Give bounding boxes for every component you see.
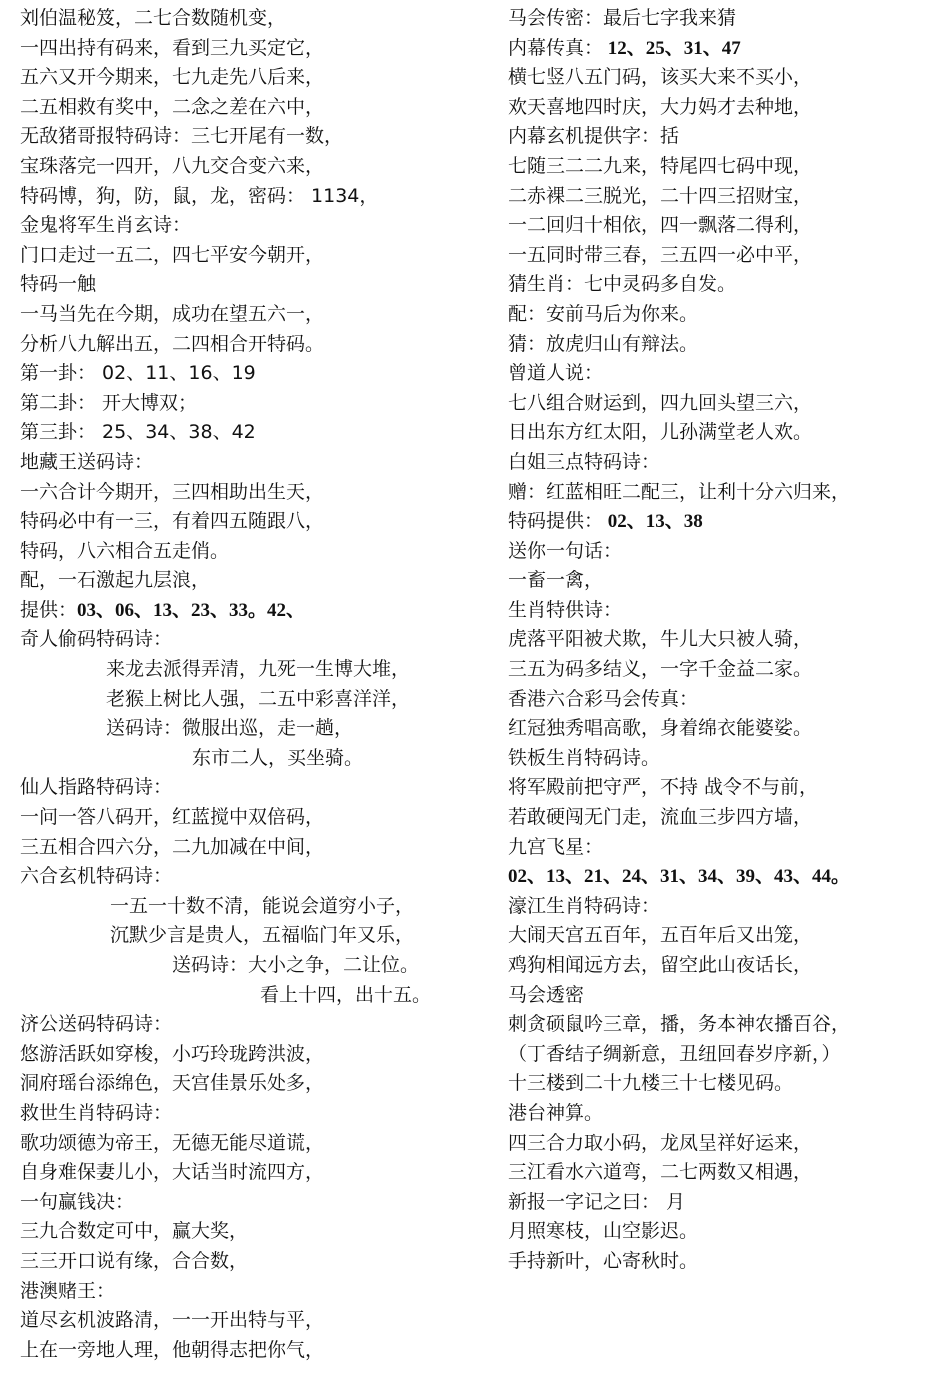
line-bold-numbers: 03、06、13、23、33。42、: [77, 599, 306, 621]
line-text: 手持新叶，心寄秋时。: [508, 1249, 699, 1272]
text-line: [20, 4, 490, 34]
line-text: 一畜一禽，: [508, 569, 604, 592]
text-line: [508, 803, 933, 833]
line-text: 七八组合财运到，四九回头望三六，: [508, 391, 813, 414]
line-text: 鸡狗相闻远方去，留空此山夜话长，: [508, 954, 813, 976]
line-text: 无敌猪哥报特码诗：三七开尾有一数，: [20, 125, 344, 148]
text-line: [508, 1040, 933, 1070]
line-text: 一四出持有码来，看到三九买定它，: [20, 36, 325, 59]
line-text: 特码，八六相合五走俏。: [20, 539, 230, 562]
text-line: [20, 63, 490, 93]
text-line: [20, 478, 490, 508]
text-line: [508, 655, 933, 685]
line-text: （丁香结子绸新意，丑纽回春岁序新，）: [508, 1042, 841, 1065]
text-line: [508, 685, 933, 715]
line-text: 二五相救有奖中，二念之差在六中，: [20, 95, 325, 118]
text-line: [508, 507, 933, 537]
line-text: 虎落平阳被犬欺，牛儿大只被人骑，: [508, 628, 813, 651]
text-line: [20, 1336, 490, 1366]
text-line: [20, 1010, 490, 1040]
text-line: [20, 921, 490, 951]
text-line: [508, 1188, 933, 1218]
line-text: 特码必中有一三，有着四五随跟八，: [20, 510, 325, 533]
line-text: 港台神算。: [508, 1101, 604, 1124]
text-line: [20, 803, 490, 833]
text-line: [20, 1069, 490, 1099]
line-text: 猜生肖：七中灵码多自发。: [508, 273, 737, 296]
line-text: 赠：红蓝相旺二配三，让利十分六归来，: [508, 480, 851, 503]
text-line: [20, 892, 490, 922]
line-text: 将军殿前把守严，不持 战令不与前，: [508, 776, 819, 799]
text-line: [20, 211, 490, 241]
text-line: [20, 1129, 490, 1159]
line-text: 若敢硬闯无门走，流血三步四方墙，: [508, 806, 813, 829]
text-line: [20, 389, 490, 419]
line-text: 欢天喜地四时庆，大力妈才去种地，: [508, 95, 813, 118]
line-text: 大闹天宫五百年，五百年后又出笼，: [508, 924, 813, 947]
text-line: [20, 241, 490, 271]
text-line: [508, 773, 933, 803]
text-line: [20, 330, 490, 360]
text-line: [508, 448, 933, 478]
text-line: [20, 655, 490, 685]
text-line: [508, 359, 933, 389]
text-line: [508, 330, 933, 360]
line-text: 内幕玄机提供字：括: [508, 125, 680, 148]
line-text: 日出东方红太阳，儿孙满堂老人欢。: [508, 421, 813, 444]
text-line: [508, 892, 933, 922]
line-text: 五六又开今期来，七九走先八后来，: [20, 66, 325, 89]
text-line: [20, 1277, 490, 1307]
line-text: 刘伯温秘笈，二七合数随机变，: [20, 7, 287, 29]
text-line: [20, 182, 490, 212]
line-bold-numbers: 02、13、21、24、31、34、39、43、44。: [508, 866, 851, 888]
line-text: 十三楼到二十九楼三十七楼见码。: [508, 1072, 794, 1095]
text-line: [508, 833, 933, 863]
line-text: 来龙去派得弄清，九死一生博大堆，: [106, 658, 411, 681]
line-text: 三五为码多结义，一字千金益二家。: [508, 658, 813, 681]
text-line: [20, 1306, 490, 1336]
line-text: 第三卦： 25、34、38、42: [20, 421, 256, 444]
line-text: 道尽玄机波路清，一一开出特与平，: [20, 1309, 325, 1332]
line-text: 老猴上树比人强，二五中彩喜洋洋，: [106, 687, 411, 710]
text-line: [508, 1010, 933, 1040]
text-line: [20, 1217, 490, 1247]
line-text: 一马当先在今期，成功在望五六一，: [20, 302, 325, 325]
line-text: 一二回归十相依，四一飘落二得利，: [508, 214, 813, 237]
line-bold-numbers: 02、13、38: [603, 511, 703, 533]
text-line: [508, 1129, 933, 1159]
line-text: 特码一触: [20, 273, 97, 296]
line-text: 马会传密：最后七字我来猜: [508, 7, 737, 29]
text-line: [508, 182, 933, 212]
line-text: 曾道人说：: [508, 362, 604, 385]
right-text-column: [508, 4, 933, 1277]
text-line: [20, 300, 490, 330]
line-text: 新报一字记之曰： 月: [508, 1190, 686, 1213]
line-text: 送码诗：微服出巡，走一趟，: [106, 717, 354, 740]
line-text: 港澳赌王：: [20, 1279, 116, 1302]
text-line: [508, 596, 933, 626]
text-line: [20, 122, 490, 152]
line-text: 二赤裸二三脱光，二十四三招财宝，: [508, 184, 813, 207]
line-text: 横七竖八五门码，该买大来不买小，: [508, 66, 813, 89]
line-text: 特码博，狗，防，鼠，龙，密码： 1134，: [20, 184, 379, 207]
line-text: 第一卦： 02、11、16、19: [20, 362, 256, 385]
text-line: [20, 625, 490, 655]
text-line: [20, 596, 490, 626]
line-text: 一五同时带三春，三五四一必中平，: [508, 243, 813, 266]
line-text: 第二卦： 开大博双；: [20, 391, 198, 414]
text-line: [508, 389, 933, 419]
text-line: [508, 744, 933, 774]
line-text: 地藏王送码诗：: [20, 450, 154, 473]
text-line: [508, 1158, 933, 1188]
line-text: 月照寒枝，山空影迟。: [508, 1220, 699, 1243]
line-text: 红冠独秀唱高歌，身着绵衣能婆娑。: [508, 717, 813, 740]
text-line: [20, 951, 490, 981]
line-text: 刺贪硕鼠吟三章，播，务本神农播百谷，: [508, 1013, 851, 1036]
text-line: [20, 773, 490, 803]
text-line: [508, 300, 933, 330]
line-text: 三九合数定可中，赢大奖，: [20, 1220, 249, 1243]
line-text: 东市二人，买坐骑。: [192, 746, 364, 769]
line-text: 奇人偷码特码诗：: [20, 628, 173, 651]
line-text: 四三合力取小码，龙凤呈祥好运来，: [508, 1131, 813, 1154]
text-line: [508, 566, 933, 596]
text-line: [20, 418, 490, 448]
text-line: [508, 270, 933, 300]
text-line: [508, 93, 933, 123]
text-line: [508, 63, 933, 93]
text-line: [20, 152, 490, 182]
line-text: 自身难保妻儿小，大话当时流四方，: [20, 1161, 325, 1184]
line-text: 洞府瑶台添绵色，天宫佳景乐处多，: [20, 1072, 325, 1095]
text-line: [20, 537, 490, 567]
text-line: [508, 862, 933, 892]
text-line: [20, 359, 490, 389]
text-line: [20, 1247, 490, 1277]
text-line: [508, 981, 933, 1011]
text-line: [20, 981, 490, 1011]
text-line: [508, 1069, 933, 1099]
line-text: 马会透密: [508, 983, 585, 1006]
line-text: 七随三二二九来，特尾四七码中现，: [508, 154, 813, 177]
text-line: [508, 951, 933, 981]
text-line: [20, 833, 490, 863]
line-text: 白姐三点特码诗：: [508, 450, 661, 473]
line-bold-numbers: 12、25、31、47: [603, 37, 741, 59]
line-text: 分析八九解出五，二四相合开特码。: [20, 332, 325, 355]
line-text: 上在一旁地人理，他朝得志把你气，: [20, 1338, 325, 1361]
text-line: [20, 744, 490, 774]
text-line: [20, 1040, 490, 1070]
line-text: 仙人指路特码诗：: [20, 776, 173, 799]
text-line: [508, 122, 933, 152]
text-line: [508, 241, 933, 271]
text-line: [508, 418, 933, 448]
line-text: 济公送码特码诗：: [20, 1013, 173, 1036]
line-text: 沉默少言是贵人，五福临门年又乐，: [110, 924, 415, 947]
text-line: [508, 625, 933, 655]
text-line: [508, 1247, 933, 1277]
line-text: 救世生肖特码诗：: [20, 1101, 173, 1124]
line-text: 看上十四，出十五。: [260, 983, 432, 1006]
text-line: [20, 1099, 490, 1129]
line-text: 特码提供：: [508, 510, 604, 533]
line-text: 香港六合彩马会传真：: [508, 687, 699, 710]
text-line: [20, 1188, 490, 1218]
line-text: 一六合计今期开，三四相助出生天，: [20, 480, 325, 503]
line-text: 提供：: [20, 598, 78, 621]
text-line: [508, 1217, 933, 1247]
line-text: 送你一句话：: [508, 539, 623, 562]
line-text: 配，一石激起九层浪，: [20, 569, 211, 592]
line-text: 金鬼将军生肖玄诗：: [20, 214, 192, 237]
line-text: 悠游活跃如穿梭，小巧玲珑跨洪波，: [20, 1042, 325, 1065]
line-text: 配：安前马后为你来。: [508, 302, 699, 325]
text-line: [508, 34, 933, 64]
line-text: 一问一答八码开，红蓝搅中双倍码，: [20, 806, 325, 829]
text-line: [20, 34, 490, 64]
line-text: 一句赢钱决：: [20, 1190, 135, 1213]
line-text: 九宫飞星：: [508, 835, 604, 858]
line-text: 三江看水六道弯，二七两数又相遇，: [508, 1161, 813, 1184]
text-line: [20, 448, 490, 478]
text-line: [20, 507, 490, 537]
text-line: [20, 862, 490, 892]
text-line: [20, 270, 490, 300]
text-line: [508, 478, 933, 508]
text-line: [508, 1099, 933, 1129]
text-line: [508, 537, 933, 567]
line-text: 送码诗：大小之争，二让位。: [172, 954, 420, 976]
line-text: 内幕传真：: [508, 36, 604, 59]
text-line: [20, 685, 490, 715]
line-text: 生肖特供诗：: [508, 598, 623, 621]
line-text: 宝珠落完一四开，八九交合变六来，: [20, 154, 325, 177]
line-text: 一五一十数不清，能说会道穷小子，: [110, 894, 415, 917]
line-text: 铁板生肖特码诗。: [508, 746, 661, 769]
line-text: 三三开口说有缘，合合数，: [20, 1249, 249, 1272]
text-line: [508, 211, 933, 241]
text-line: [508, 4, 933, 34]
line-text: 歌功颂德为帝王，无德无能尽道谎，: [20, 1131, 325, 1154]
line-text: 猜：放虎归山有辩法。: [508, 332, 699, 355]
line-text: 濠江生肖特码诗：: [508, 894, 661, 917]
text-line: [508, 714, 933, 744]
text-line: [20, 566, 490, 596]
line-text: 三五相合四六分，二九加减在中间，: [20, 835, 325, 858]
text-line: [20, 714, 490, 744]
left-text-column: [20, 4, 490, 1365]
text-line: [20, 93, 490, 123]
line-text: 六合玄机特码诗：: [20, 865, 173, 888]
text-line: [508, 921, 933, 951]
text-line: [20, 1158, 490, 1188]
line-text: 门口走过一五二，四七平安今朝开，: [20, 243, 325, 266]
text-line: [508, 152, 933, 182]
